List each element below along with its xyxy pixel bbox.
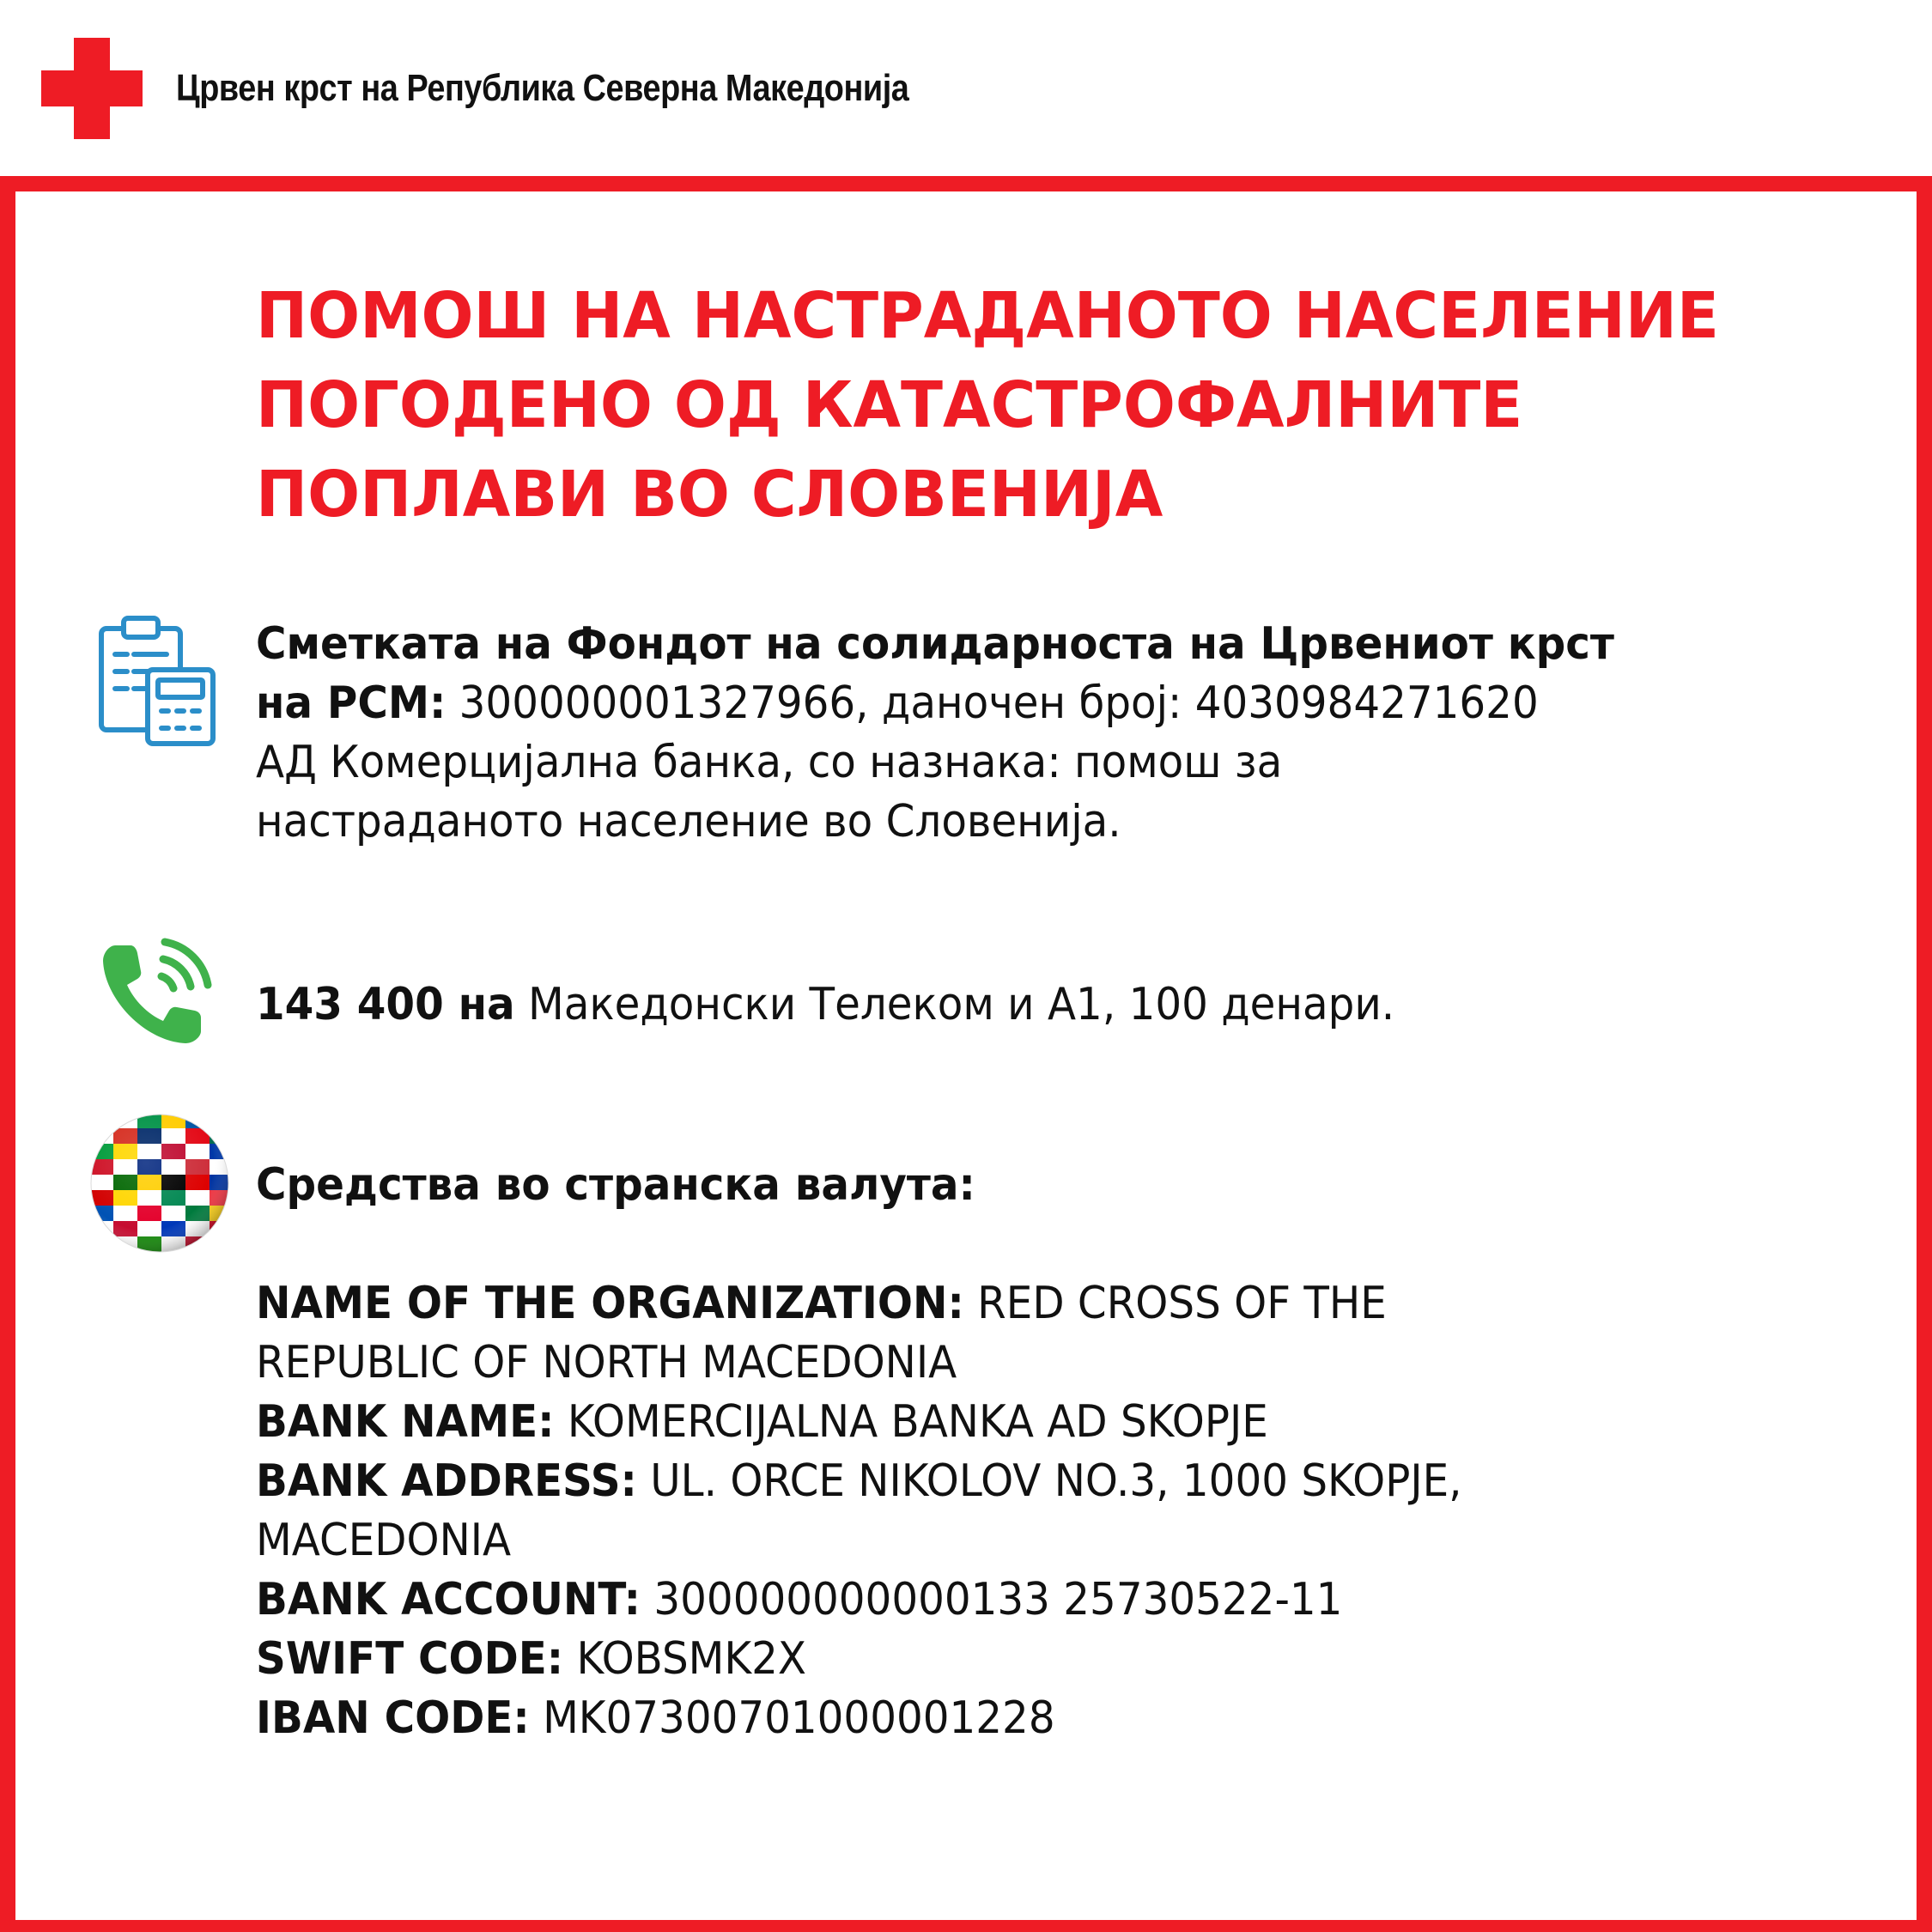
title-line: ПОПЛАВИ ВО СЛОВЕНИЈА bbox=[256, 458, 1163, 532]
field-line bbox=[256, 1274, 1887, 1334]
field-line bbox=[256, 1630, 1887, 1689]
field-label: NAME OF THE ORGANIZATION: bbox=[256, 1278, 964, 1329]
foreign-details bbox=[256, 1274, 1887, 1748]
phone-icon bbox=[96, 932, 216, 1052]
field-value: MK07300701000001228 bbox=[529, 1692, 1055, 1744]
title-line: ПОГОДЕНО ОД КАТАСТРОФАЛНИТЕ bbox=[256, 368, 1523, 442]
account-number: 300000001327966, даночен број: 4030984271620 bbox=[446, 677, 1539, 729]
field-value: 300000000000133 25730522-11 bbox=[641, 1574, 1343, 1625]
account-purpose-line: настраданото население во Словенија. bbox=[256, 796, 1121, 848]
field-line bbox=[256, 1334, 1887, 1393]
field-line bbox=[256, 1571, 1887, 1630]
header bbox=[0, 0, 1932, 176]
field-label: IBAN CODE: bbox=[256, 1692, 530, 1744]
foreign-heading: Средства во странска валута: bbox=[256, 1159, 975, 1211]
title-line: ПОМОШ НА НАСТРАДАНОТО НАСЕЛЕНИЕ bbox=[256, 279, 1719, 353]
field-value: UL. ORCE NIKOLOV NO.3, 1000 SKOPJE, bbox=[636, 1455, 1462, 1507]
field-line bbox=[256, 1689, 1887, 1748]
phone-details: Македонски Телеком и А1, 100 денари. bbox=[514, 979, 1395, 1030]
field-value: RED CROSS OF THE bbox=[963, 1278, 1387, 1329]
field-value: KOMERCIJALNA BANKA AD SKOPJE bbox=[554, 1396, 1268, 1448]
document-calculator-icon bbox=[96, 610, 218, 747]
field-line bbox=[256, 1511, 1887, 1571]
red-cross-icon bbox=[41, 38, 143, 139]
phone-number: 143 400 bbox=[256, 979, 444, 1030]
account-label: Сметката на Фондот на солидарноста на Црвениот крст bbox=[256, 618, 1614, 670]
account-section bbox=[256, 615, 1887, 852]
field-value: KOBSMK2X bbox=[563, 1633, 807, 1685]
field-label: BANK ACCOUNT: bbox=[256, 1574, 641, 1625]
globe-flags-icon bbox=[89, 1113, 230, 1254]
field-label: BANK NAME: bbox=[256, 1396, 555, 1448]
field-line bbox=[256, 1393, 1887, 1452]
field-value: MACEDONIA bbox=[256, 1515, 512, 1566]
field-value: REPUBLIC OF NORTH MACEDONIA bbox=[256, 1337, 957, 1388]
org-name: Црвен крст на Република Северна Македонија bbox=[176, 67, 909, 109]
field-line bbox=[256, 1452, 1887, 1511]
field-label: SWIFT CODE: bbox=[256, 1633, 564, 1685]
foreign-heading-block bbox=[256, 1156, 1887, 1215]
page-title bbox=[256, 271, 1887, 539]
account-bank-line: АД Комерцијална банка, со назнака: помош за bbox=[256, 737, 1283, 788]
phone-prep: на bbox=[443, 979, 515, 1030]
field-label: BANK ADDRESS: bbox=[256, 1455, 637, 1507]
phone-section bbox=[256, 975, 1887, 1035]
account-label-2: на РСМ: bbox=[256, 677, 447, 729]
